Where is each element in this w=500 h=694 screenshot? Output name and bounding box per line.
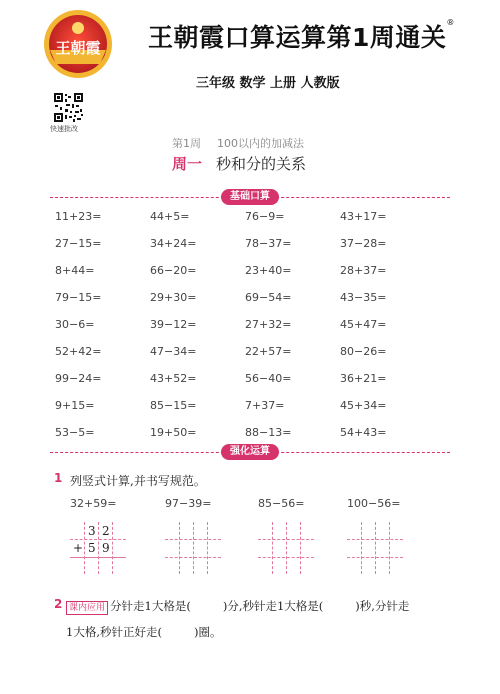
grid-digit: 3 bbox=[88, 524, 96, 538]
qr-caption: 快速批改 bbox=[50, 125, 78, 133]
oral-problem[interactable]: 66−20= bbox=[150, 264, 197, 277]
oral-problem[interactable]: 22+57= bbox=[245, 345, 292, 358]
oral-problem[interactable]: 85−15= bbox=[150, 399, 197, 412]
oral-problem[interactable]: 56−40= bbox=[245, 372, 292, 385]
oral-problem[interactable]: 36+21= bbox=[340, 372, 387, 385]
oral-problem[interactable]: 28+37= bbox=[340, 264, 387, 277]
section-basic-title: 基础口算 bbox=[221, 189, 279, 205]
problem-1-number: 1 bbox=[54, 471, 63, 485]
oral-row bbox=[55, 372, 455, 399]
oral-row bbox=[55, 345, 455, 372]
unit-label: 100以内的加减法 bbox=[217, 137, 304, 150]
grid-digit: 9 bbox=[102, 541, 110, 555]
oral-problem[interactable]: 88−13= bbox=[245, 426, 292, 439]
oral-problem[interactable]: 52+42= bbox=[55, 345, 102, 358]
oral-problem[interactable]: 47−34= bbox=[150, 345, 197, 358]
grid-digit: 5 bbox=[88, 541, 96, 555]
vertical-equation: 97−39= bbox=[165, 497, 212, 510]
brand-title: 王朝霞口算运算第1周通关® bbox=[148, 18, 455, 52]
section-basic-banner bbox=[50, 189, 450, 205]
oral-arithmetic-grid bbox=[55, 210, 455, 453]
problem-1-instruction: 列竖式计算,并书写规范。 bbox=[70, 474, 206, 488]
day-heading bbox=[172, 153, 306, 174]
problem-2-text: 1大格,秒针正好走( bbox=[66, 625, 162, 639]
problem-2-text: )分,秒针走1大格是( bbox=[222, 599, 324, 613]
oral-row bbox=[55, 210, 455, 237]
oral-problem[interactable]: 44+5= bbox=[150, 210, 190, 223]
oral-problem[interactable]: 99−24= bbox=[55, 372, 102, 385]
oral-problem[interactable]: 29+30= bbox=[150, 291, 197, 304]
oral-problem[interactable]: 43−35= bbox=[340, 291, 387, 304]
oral-problem[interactable]: 53−5= bbox=[55, 426, 95, 439]
problem-2-line-1 bbox=[66, 598, 409, 615]
vertical-equation: 100−56= bbox=[347, 497, 401, 510]
vertical-calc-grid[interactable] bbox=[258, 522, 314, 574]
vertical-equation: 32+59= bbox=[70, 497, 117, 510]
oral-row bbox=[55, 318, 455, 345]
grid-digit: 2 bbox=[102, 524, 110, 538]
topic-label: 秒和分的关系 bbox=[216, 155, 307, 173]
svg-text:王朝霞: 王朝霞 bbox=[55, 39, 101, 57]
vertical-calc-grid[interactable] bbox=[165, 522, 221, 574]
oral-problem[interactable]: 11+23= bbox=[55, 210, 102, 223]
oral-problem[interactable]: 76−9= bbox=[245, 210, 285, 223]
section-strengthen-banner bbox=[50, 444, 450, 460]
problem-2-number: 2 bbox=[54, 597, 63, 611]
oral-problem[interactable]: 7+37= bbox=[245, 399, 285, 412]
problem-2-text: )圈。 bbox=[193, 625, 222, 639]
vertical-equation: 85−56= bbox=[258, 497, 305, 510]
oral-problem[interactable]: 34+24= bbox=[150, 237, 197, 250]
oral-problem[interactable]: 19+50= bbox=[150, 426, 197, 439]
problem-2-text: )秒,分针走 bbox=[355, 599, 410, 613]
oral-problem[interactable]: 45+47= bbox=[340, 318, 387, 331]
oral-problem[interactable]: 78−37= bbox=[245, 237, 292, 250]
grid-operator: + bbox=[73, 541, 84, 555]
oral-problem[interactable]: 79−15= bbox=[55, 291, 102, 304]
week-label: 第1周 bbox=[172, 137, 201, 150]
section-strengthen-title: 强化运算 bbox=[221, 444, 279, 460]
oral-problem[interactable]: 43+17= bbox=[340, 210, 387, 223]
problem-2-text: 分针走1大格是( bbox=[110, 599, 191, 613]
vertical-calc-grid[interactable] bbox=[70, 522, 126, 574]
oral-problem[interactable]: 43+52= bbox=[150, 372, 197, 385]
problem-2-line-2 bbox=[66, 624, 221, 640]
oral-problem[interactable]: 54+43= bbox=[340, 426, 387, 439]
oral-problem[interactable]: 37−28= bbox=[340, 237, 387, 250]
oral-problem[interactable]: 39−12= bbox=[150, 318, 197, 331]
week-heading bbox=[172, 135, 304, 151]
qr-code[interactable] bbox=[53, 92, 84, 123]
oral-problem[interactable]: 45+34= bbox=[340, 399, 387, 412]
oral-problem[interactable]: 27+32= bbox=[245, 318, 292, 331]
oral-problem[interactable]: 80−26= bbox=[340, 345, 387, 358]
oral-problem[interactable]: 9+15= bbox=[55, 399, 95, 412]
vertical-calc-grid[interactable] bbox=[347, 522, 403, 574]
brand-logo bbox=[36, 6, 120, 84]
problem-2-tag: 课内应用 bbox=[66, 601, 108, 615]
oral-row bbox=[55, 399, 455, 426]
oral-row bbox=[55, 264, 455, 291]
oral-problem[interactable]: 30−6= bbox=[55, 318, 95, 331]
oral-problem[interactable]: 27−15= bbox=[55, 237, 102, 250]
oral-problem[interactable]: 23+40= bbox=[245, 264, 292, 277]
book-subtitle: 三年级 数学 上册 人教版 bbox=[196, 76, 340, 91]
oral-problem[interactable]: 69−54= bbox=[245, 291, 292, 304]
oral-row bbox=[55, 291, 455, 318]
day-label: 周一 bbox=[172, 155, 203, 173]
oral-problem[interactable]: 8+44= bbox=[55, 264, 95, 277]
oral-row bbox=[55, 237, 455, 264]
